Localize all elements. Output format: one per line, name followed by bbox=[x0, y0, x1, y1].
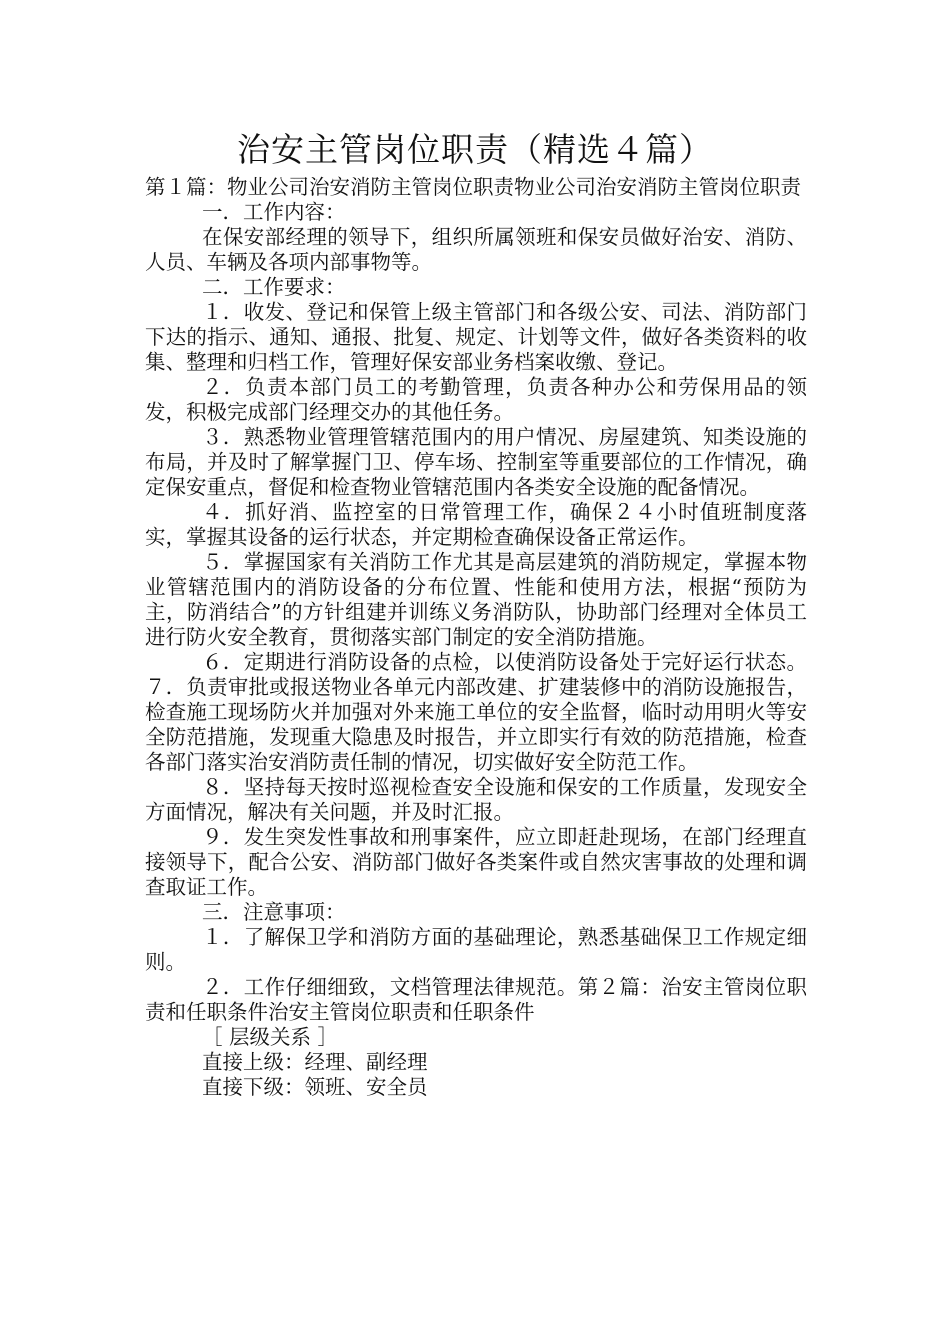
paragraph: ９．发生突发性事故和刑事案件，应立即赶赴现场，在部门经理直接领导下，配合公安、消防部门做好各类案件或自然灾害事故的处理和调查取证工作。 bbox=[145, 825, 807, 899]
paragraph: ２．负责本部门员工的考勤管理，负责各种办公和劳保用品的领发，积极完成部门经理交办的其他任务。 bbox=[145, 375, 807, 424]
paragraph: ８．坚持每天按时巡视检查安全设施和保安的工作质量，发现安全方面情况，解决有关问题，并及时汇报。 bbox=[145, 775, 807, 824]
paragraph: ２．工作仔细细致，文档管理法律规范。第２篇：治安主管岗位职责和任职条件治安主管岗位职责和任职条件 bbox=[145, 975, 807, 1024]
paragraph: ［ 层级关系 ］ bbox=[202, 1025, 339, 1049]
paragraph: 二．工作要求： bbox=[202, 275, 346, 299]
document-body bbox=[145, 175, 807, 1100]
paragraph: 直接下级：领班、安全员 bbox=[202, 1075, 428, 1099]
paragraph: 直接上级：经理、副经理 bbox=[202, 1050, 428, 1074]
document-title: 治安主管岗位职责（精选４篇） bbox=[237, 130, 713, 169]
paragraph: ４．抓好消、监控室的日常管理工作，确保２４小时值班制度落实，掌握其设备的运行状态，并定期检查确保设备正常运作。 bbox=[145, 500, 807, 549]
paragraph: 三．注意事项： bbox=[202, 900, 346, 924]
paragraph: １．收发、登记和保管上级主管部门和各级公安、司法、消防部门下达的指示、通知、通报、批复、规定、计划等文件，做好各类资料的收集、整理和归档工作，管理好保安部业务档案收缴、登记。 bbox=[145, 300, 807, 374]
paragraph: ６．定期进行消防设备的点检，以使消防设备处于完好运行状态。 ７．负责审批或报送物业各单元内部改建、扩建装修中的消防设施报告，检查施工现场防火并加强对外来施工单位的安全监督，临时动用明火等安全防范措施，发现重大隐患及时报告，并立即实行有效的防范措施，检查各部门落实治安消防责任制的情况，切实做好安全防范工作。 bbox=[145, 650, 807, 774]
paragraph: 第１篇：物业公司治安消防主管岗位职责物业公司治安消防主管岗位职责 bbox=[145, 175, 801, 199]
paragraph: ３．熟悉物业管理管辖范围内的用户情况、房屋建筑、知类设施的布局，并及时了解掌握门卫、停车场、控制室等重要部位的工作情况，确定保安重点，督促和检查物业管辖范围内各类安全设施的配备情况。 bbox=[145, 425, 807, 499]
paragraph: １．了解保卫学和消防方面的基础理论，熟悉基础保卫工作规定细则。 bbox=[145, 925, 807, 974]
paragraph: ５．掌握国家有关消防工作尤其是高层建筑的消防规定，掌握本物业管辖范围内的消防设备的分布位置、性能和使用方法，根据“预防为主，防消结合”的方针组建并训练义务消防队，协助部门经理对全体员工进行防火安全教育，贯彻落实部门制定的安全消防措施。 bbox=[145, 550, 807, 649]
paragraph: 一．工作内容： bbox=[202, 200, 346, 224]
paragraph: 在保安部经理的领导下，组织所属领班和保安员做好治安、消防、人员、车辆及各项内部事物等。 bbox=[145, 225, 807, 274]
